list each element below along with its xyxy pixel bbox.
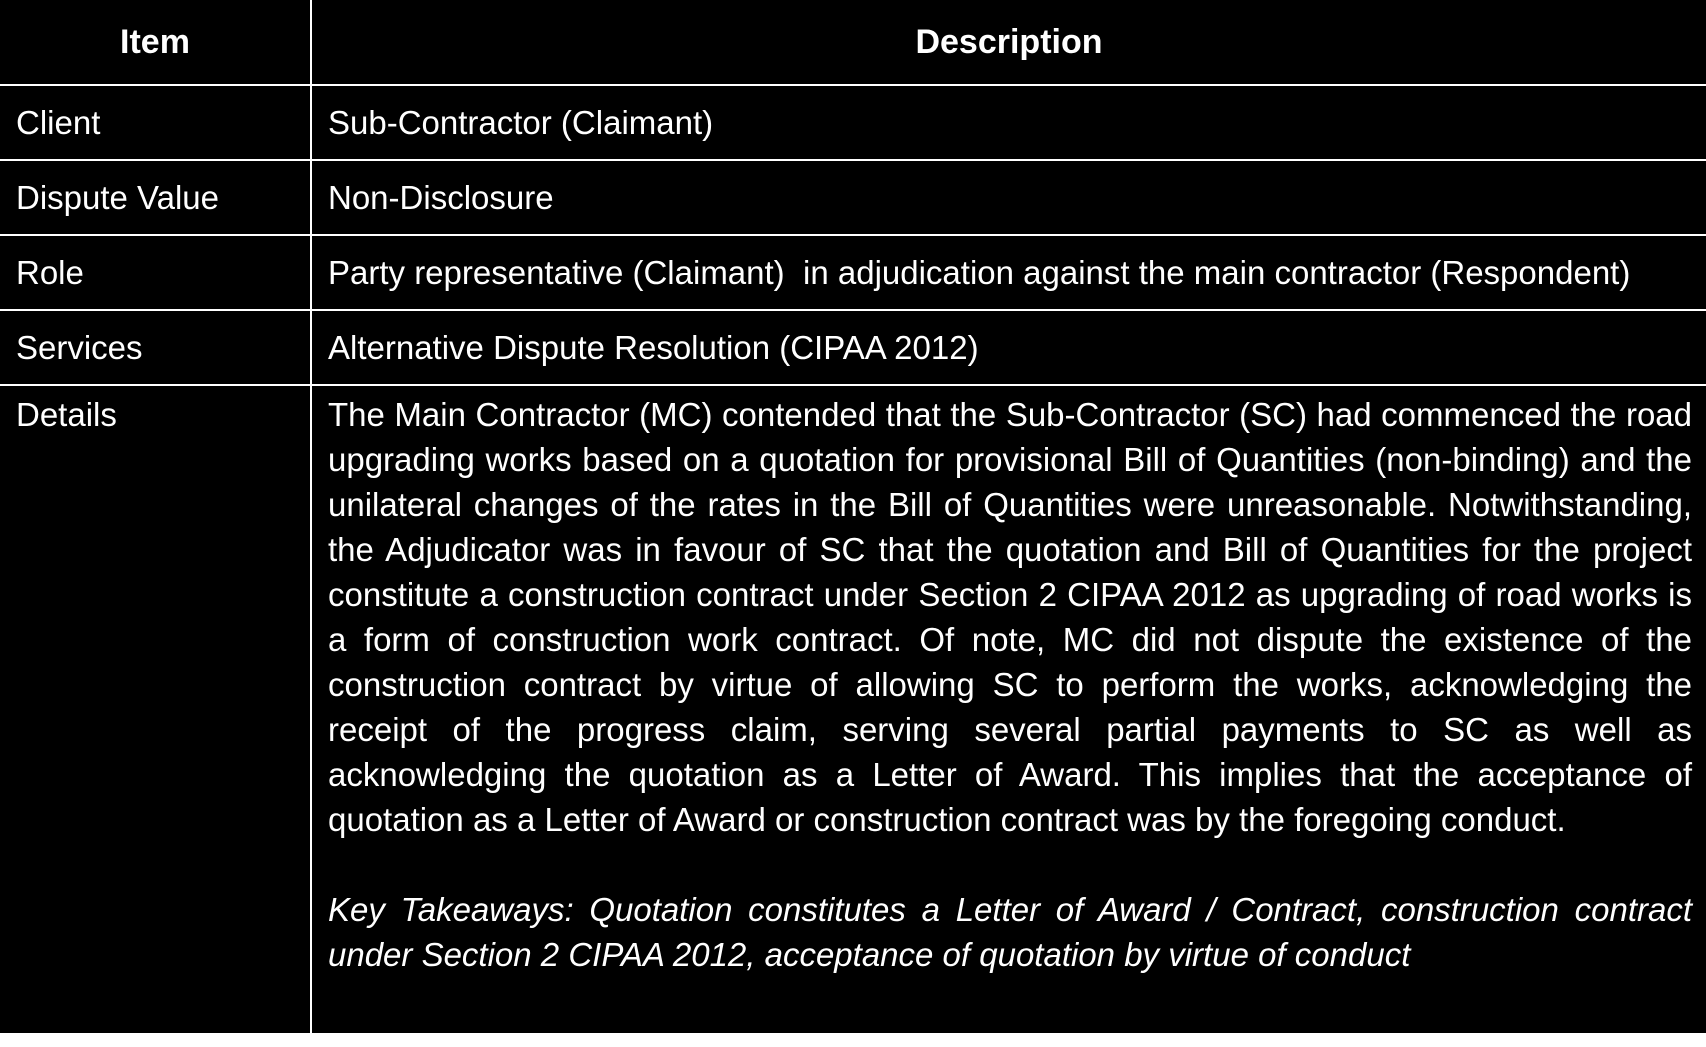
header-row <box>0 0 1706 85</box>
item-cell-role: Role <box>0 235 311 310</box>
table-header <box>0 0 1706 85</box>
description-cell-details <box>311 385 1706 1033</box>
item-cell-details: Details <box>0 385 311 1033</box>
item-cell-services: Services <box>0 310 311 385</box>
details-paragraph: The Main Contractor (MC) contended that the Sub-Contractor (SC) had commenced the road upgrading works based on a quotation for provisional Bill of Quantities (non-binding) and the unilateral changes of the rates in the Bill of Quantities were unreasonable. Notwithstanding, the Adjudicator was in favour of SC that the quotation and Bill of Quantities for the project constitute a construction contract under Section 2 CIPAA 2012 as upgrading of road works is a form of construction work contract. Of note, MC did not dispute the existence of the construction contract by virtue of allowing SC to perform the works, acknowledging the receipt of the progress claim, serving several partial payments to SC as well as acknowledging the quotation as a Letter of Award. This implies that the acceptance of quotation as a Letter of Award or construction contract was by the foregoing conduct. <box>328 396 1692 838</box>
item-cell-client: Client <box>0 85 311 160</box>
table-body <box>0 85 1706 1033</box>
table-row-dispute-value <box>0 160 1706 235</box>
table-row-client <box>0 85 1706 160</box>
description-cell-client: Sub-Contractor (Claimant) <box>311 85 1706 160</box>
description-cell-role: Party representative (Claimant) in adjudication against the main contractor (Respondent) <box>311 235 1706 310</box>
item-cell-dispute-value: Dispute Value <box>0 160 311 235</box>
description-column-header: Description <box>311 0 1706 85</box>
table-row-services <box>0 310 1706 385</box>
table-row-role <box>0 235 1706 310</box>
item-column-header: Item <box>0 0 311 85</box>
description-cell-dispute-value: Non-Disclosure <box>311 160 1706 235</box>
details-text-block <box>328 392 1692 977</box>
table-row-details <box>0 385 1706 1033</box>
description-cell-services: Alternative Dispute Resolution (CIPAA 2012) <box>311 310 1706 385</box>
key-takeaways-paragraph: Key Takeaways: Quotation constitutes a Letter of Award / Contract, construction contract under Section 2 CIPAA 2012, acceptance of quotation by virtue of conduct <box>328 891 1692 973</box>
